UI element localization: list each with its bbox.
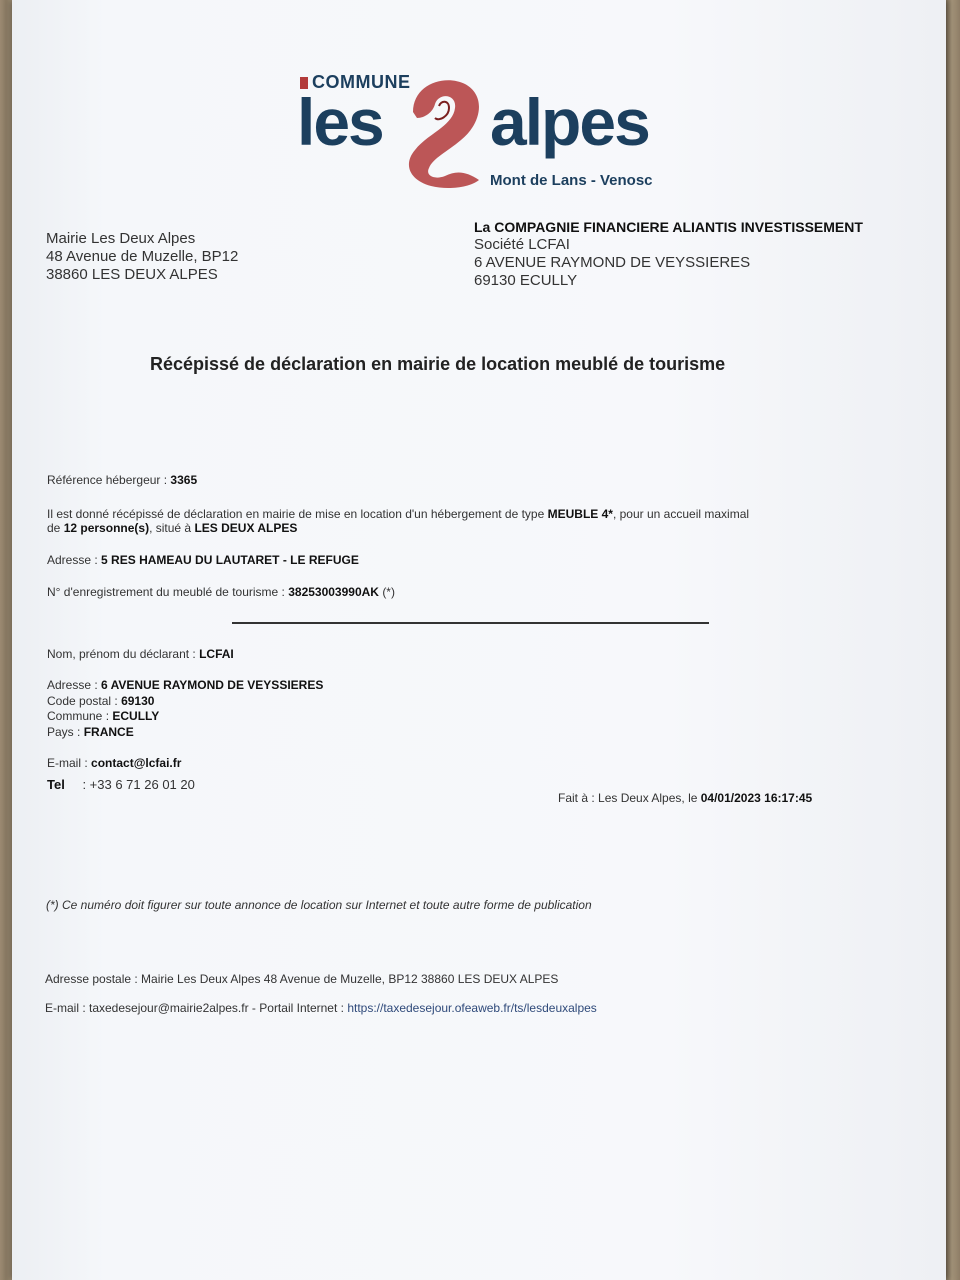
- declarant-tel-value: : +33 6 71 26 01 20: [82, 777, 195, 792]
- declarant-address-block: [47, 678, 323, 740]
- logo-les-text: les: [297, 85, 383, 159]
- declarant-postal-label: Code postal :: [47, 693, 118, 708]
- recipient-address: [474, 218, 863, 290]
- address-label: Adresse :: [47, 553, 98, 567]
- declarant-address-label: Adresse :: [47, 678, 98, 692]
- type-value: MEUBLE 4*: [547, 507, 613, 521]
- sender-address: [46, 230, 238, 284]
- declarant-name-value: LCFAI: [199, 647, 234, 661]
- declarant-tel-label: Tel: [47, 777, 65, 792]
- declarant-commune-line: [47, 709, 323, 725]
- commune-logo: [285, 62, 675, 197]
- logo-alpes-text: alpes: [490, 85, 649, 159]
- registration-value: 38253003990AK: [288, 585, 379, 599]
- para-c: de: [47, 521, 61, 535]
- document-title: Récépissé de déclaration en mairie de location meublé de tourisme: [150, 354, 726, 374]
- declarant-commune-label: Commune :: [47, 709, 110, 723]
- sender-line-3: 38860 LES DEUX ALPES: [46, 266, 218, 283]
- address-value: 5 RES HAMEAU DU LAUTARET - LE REFUGE: [101, 553, 359, 567]
- reference-line: [47, 473, 197, 487]
- declarant-email-line: [47, 756, 181, 770]
- declarant-email-label: E-mail :: [47, 756, 88, 770]
- declaration-para-line-1: [47, 507, 749, 521]
- recipient-company: La COMPAGNIE FINANCIERE ALIANTIS INVESTISSEMENT: [474, 219, 863, 235]
- declarant-country-value: FRANCE: [83, 724, 134, 739]
- declarant-postal-value: 69130: [121, 693, 155, 708]
- footnote: (*) Ce numéro doit figurer sur toute annonce de location sur Internet et toute autre forme de publication: [46, 898, 592, 912]
- declarant-postal-line: [47, 694, 323, 710]
- recipient-line-1: Société LCFAI: [474, 236, 570, 253]
- signature-line: [558, 791, 812, 805]
- signature-datetime: 04/01/2023 16:17:45: [700, 791, 813, 805]
- separator-line: [232, 622, 709, 624]
- reference-label: Référence hébergeur :: [47, 473, 168, 487]
- footer-postal-address: Adresse postale : Mairie Les Deux Alpes 48 Avenue de Muzelle, BP12 38860 LES DEUX ALPES: [45, 972, 559, 986]
- footer-contact-line: [45, 1001, 597, 1015]
- declarant-tel-line: [47, 777, 195, 792]
- signature-prefix: Fait à : Les Deux Alpes, le: [558, 791, 698, 805]
- sender-line-1: Mairie Les Deux Alpes: [46, 230, 196, 247]
- declaration-para-line-2: [47, 521, 297, 535]
- portal-link[interactable]: https://taxedesejour.ofeaweb.fr/ts/lesdeuxalpes: [347, 1001, 597, 1015]
- para-b: , pour un accueil maximal: [612, 507, 750, 521]
- declarant-commune-value: ECULLY: [112, 709, 160, 723]
- logo-subtitle: Mont de Lans - Venosc: [490, 172, 653, 189]
- registration-label: N° d'enregistrement du meublé de tourisme :: [47, 585, 285, 599]
- property-address-line: [47, 553, 359, 567]
- recipient-line-3: 69130 ECULLY: [474, 272, 578, 289]
- declarant-country-line: [47, 725, 323, 741]
- para-a: Il est donné récépissé de déclaration en mairie de mise en location d'un hébergement de type: [47, 507, 545, 521]
- declarant-address-value: 6 AVENUE RAYMOND DE VEYSSIERES: [101, 678, 324, 692]
- declarant-country-label: Pays :: [47, 724, 81, 739]
- capacity-value: 12 personne(s): [63, 521, 150, 535]
- recipient-line-2: 6 AVENUE RAYMOND DE VEYSSIERES: [474, 254, 751, 271]
- declarant-name-label: Nom, prénom du déclarant :: [47, 647, 196, 661]
- declarant-address-line: [47, 678, 323, 694]
- declarant-name-line: [47, 647, 234, 661]
- sender-line-2: 48 Avenue de Muzelle, BP12: [46, 248, 239, 265]
- reference-value: 3365: [170, 473, 198, 487]
- registration-line: [47, 585, 395, 599]
- footer-email-prefix: E-mail : taxedesejour@mairie2alpes.fr - Portail Internet :: [45, 1001, 344, 1015]
- para-d: , situé à: [149, 521, 192, 535]
- logo-commune-text: COMMUNE: [312, 72, 411, 92]
- declarant-email-value: contact@lcfai.fr: [91, 756, 182, 770]
- logo-two-glyph: [395, 72, 490, 190]
- registration-note: (*): [382, 585, 395, 599]
- location-value: LES DEUX ALPES: [194, 521, 298, 535]
